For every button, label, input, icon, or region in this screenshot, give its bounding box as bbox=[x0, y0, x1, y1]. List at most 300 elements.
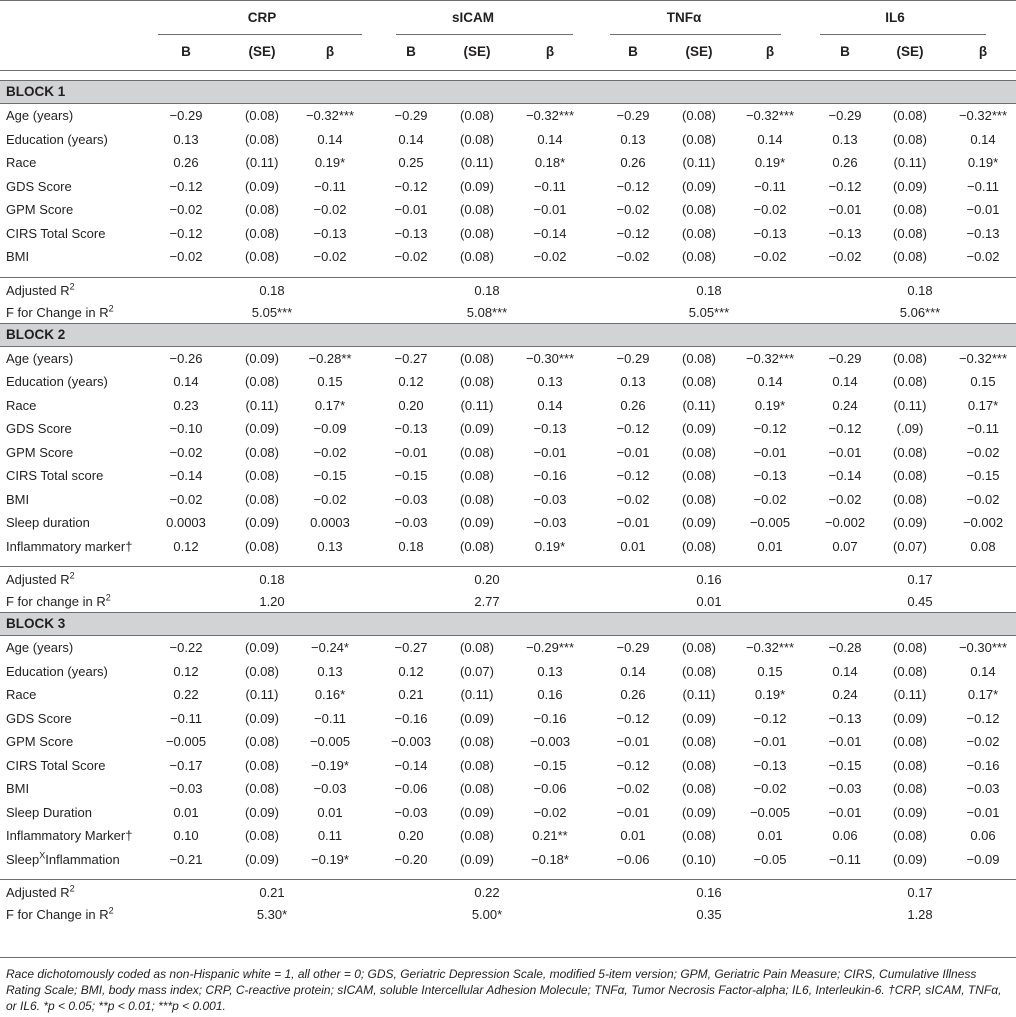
subheader-se: (SE) bbox=[896, 44, 924, 59]
table-cell: −0.11 bbox=[534, 178, 566, 194]
table-cell: −0.01 bbox=[828, 202, 862, 217]
block-band-rule bbox=[0, 80, 1016, 81]
stat-value: 0.18 bbox=[259, 572, 285, 587]
table-cell: 0.25 bbox=[398, 155, 424, 170]
table-cell: (0.08) bbox=[460, 538, 494, 554]
block-header-band bbox=[0, 80, 1016, 103]
stat-value: 1.20 bbox=[259, 594, 285, 609]
stat-label: Adjusted $R^2$ bbox=[6, 570, 75, 587]
row-label: Age (years) bbox=[6, 350, 74, 366]
table-cell: (0.08) bbox=[893, 225, 927, 241]
table-cell: 0.13 bbox=[620, 374, 646, 389]
table-cell: 0.12 bbox=[398, 374, 424, 389]
table-cell: −0.13 bbox=[313, 225, 347, 241]
table-cell: −0.003 bbox=[529, 734, 571, 749]
table-cell: −0.002 bbox=[824, 515, 866, 530]
row-label: Race bbox=[6, 397, 37, 413]
table-cell: (0.09) bbox=[682, 421, 716, 436]
table-cell: 0.24 bbox=[832, 397, 858, 413]
table-cell: −0.03 bbox=[533, 491, 567, 507]
group-underline bbox=[610, 34, 781, 35]
table-cell: (0.08) bbox=[893, 444, 927, 460]
table-cell: −0.03 bbox=[394, 515, 428, 530]
stat-value: 0.18 bbox=[259, 282, 285, 298]
table-cell: 0.18 bbox=[398, 538, 424, 554]
table-cell: −0.03 bbox=[169, 781, 203, 796]
table-cell: 0.19* bbox=[754, 155, 786, 170]
table-cell: (0.09) bbox=[245, 350, 279, 366]
table-cell: −0.002 bbox=[962, 515, 1004, 530]
table-cell: −0.01 bbox=[753, 734, 787, 749]
stat-value: 5.06*** bbox=[899, 304, 941, 320]
block-band-rule bbox=[0, 635, 1016, 636]
stat-value: 0.01 bbox=[696, 594, 722, 609]
table-cell: −0.02 bbox=[616, 781, 650, 796]
subheader-b: B bbox=[406, 44, 416, 59]
column-group-tnf: TNFα bbox=[666, 10, 702, 25]
stat-value: 5.05*** bbox=[688, 304, 730, 320]
table-cell: −0.12 bbox=[169, 225, 203, 241]
table-cell: −0.02 bbox=[169, 444, 203, 460]
stat-label: F for change in $R^2$ bbox=[6, 592, 111, 609]
row-label: Inflammatory marker† bbox=[6, 538, 133, 554]
table-cell: (0.11) bbox=[682, 687, 716, 702]
table-cell: 0.19* bbox=[967, 155, 999, 170]
table-cell: 0.14 bbox=[757, 131, 783, 147]
block-band-rule bbox=[0, 612, 1016, 613]
stat-value: 0.17 bbox=[907, 885, 933, 900]
table-cell: −0.02 bbox=[616, 202, 650, 217]
stats-rule bbox=[0, 566, 1016, 567]
table-cell: (0.08) bbox=[893, 640, 927, 655]
table-cell: (0.11) bbox=[245, 155, 279, 170]
table-cell: (0.08) bbox=[460, 374, 494, 389]
table-cell: (0.08) bbox=[682, 468, 716, 483]
subheader-b: B bbox=[181, 44, 191, 59]
table-cell: −0.13 bbox=[828, 225, 862, 241]
table-cell: (0.11) bbox=[460, 687, 494, 702]
table-cell: 0.26 bbox=[620, 397, 646, 413]
table-cell: −0.16 bbox=[966, 757, 1000, 773]
table-cell: (0.11) bbox=[245, 397, 279, 413]
table-cell: −0.16 bbox=[394, 710, 428, 726]
column-group-crp: CRP bbox=[247, 10, 277, 25]
stat-value: 0.20 bbox=[474, 572, 500, 587]
table-cell: −0.01 bbox=[616, 804, 650, 820]
column-group-sicam: sICAM bbox=[451, 10, 495, 25]
table-cell: (0.11) bbox=[460, 155, 494, 170]
table-cell: (0.08) bbox=[460, 468, 494, 483]
table-cell: −0.02 bbox=[966, 491, 1000, 507]
table-cell: (0.09) bbox=[893, 178, 927, 194]
table-cell: (0.08) bbox=[682, 374, 716, 389]
stat-label: F for Change in $R^2$ bbox=[6, 303, 114, 320]
stat-value: 0.35 bbox=[696, 907, 722, 922]
table-cell: −0.02 bbox=[313, 202, 347, 217]
table-cell: (0.08) bbox=[682, 491, 716, 507]
table-cell: −0.03 bbox=[966, 781, 1000, 796]
table-cell: (0.11) bbox=[460, 397, 494, 413]
table-cell: (0.08) bbox=[460, 640, 494, 655]
table-cell: −0.03 bbox=[533, 515, 567, 530]
stat-value: 0.16 bbox=[696, 885, 722, 900]
table-cell: −0.01 bbox=[616, 734, 650, 749]
row-label: Sleep duration bbox=[6, 515, 90, 530]
table-cell: −0.003 bbox=[390, 734, 432, 749]
table-cell: (0.08) bbox=[893, 734, 927, 749]
table-cell: (0.08) bbox=[682, 202, 716, 217]
table-cell: (0.11) bbox=[893, 687, 927, 702]
table-cell: −0.02 bbox=[169, 249, 203, 264]
block-header-band bbox=[0, 612, 1016, 635]
table-cell: −0.12 bbox=[616, 178, 650, 194]
table-cell: −0.24* bbox=[311, 640, 349, 655]
table-cell: (0.09) bbox=[245, 515, 279, 530]
row-label: GPM Score bbox=[6, 444, 74, 460]
table-cell: 0.19* bbox=[534, 538, 566, 554]
table-cell: 0.19* bbox=[314, 155, 346, 170]
table-cell: 0.24 bbox=[832, 687, 858, 702]
stat-value: 1.28 bbox=[907, 907, 933, 922]
table-cell: (0.08) bbox=[893, 374, 927, 389]
table-cell: −0.01 bbox=[828, 444, 862, 460]
table-cell: −0.16 bbox=[533, 468, 567, 483]
table-cell: −0.01 bbox=[753, 444, 787, 460]
block-band-rule bbox=[0, 103, 1016, 104]
table-cell: −0.02 bbox=[169, 202, 203, 217]
table-cell: (0.08) bbox=[245, 374, 279, 389]
table-cell: −0.02 bbox=[753, 202, 787, 217]
table-cell: (0.08) bbox=[460, 131, 494, 147]
table-cell: −0.02 bbox=[313, 491, 347, 507]
table-cell: −0.13 bbox=[753, 225, 787, 241]
table-cell: (0.08) bbox=[893, 202, 927, 217]
row-label: CIRS Total score bbox=[6, 468, 104, 483]
table-cell: −0.02 bbox=[966, 444, 1000, 460]
table-cell: −0.32*** bbox=[525, 108, 575, 123]
table-cell: (0.11) bbox=[893, 397, 927, 413]
table-cell: −0.02 bbox=[533, 804, 567, 820]
table-cell: −0.29 bbox=[616, 640, 650, 655]
table-cell: (0.11) bbox=[245, 687, 279, 702]
table-cell: (0.08) bbox=[682, 828, 716, 843]
group-underline bbox=[396, 34, 573, 35]
group-underline bbox=[158, 34, 362, 35]
row-label: Race bbox=[6, 155, 37, 170]
table-cell: −0.15 bbox=[966, 468, 1000, 483]
table-cell: −0.01 bbox=[828, 734, 862, 749]
table-cell: −0.01 bbox=[828, 804, 862, 820]
table-cell: −0.15 bbox=[394, 468, 428, 483]
table-cell: 0.17* bbox=[314, 397, 346, 413]
table-cell: (0.08) bbox=[460, 249, 494, 264]
stat-value: 0.21 bbox=[259, 885, 285, 900]
table-cell: (0.09) bbox=[460, 851, 494, 867]
table-cell: −0.12 bbox=[828, 178, 862, 194]
row-label: Age (years) bbox=[6, 640, 74, 655]
table-cell: −0.15 bbox=[313, 468, 347, 483]
table-cell: (0.08) bbox=[245, 249, 279, 264]
row-label: CIRS Total Score bbox=[6, 757, 106, 773]
table-cell: −0.03 bbox=[394, 804, 428, 820]
table-cell: −0.30*** bbox=[525, 350, 575, 366]
table-cell: (0.08) bbox=[245, 131, 279, 147]
block-title: BLOCK 2 bbox=[6, 326, 66, 342]
table-cell: (0.09) bbox=[893, 804, 927, 820]
stat-value: 0.45 bbox=[907, 594, 933, 609]
table-cell: (0.09) bbox=[682, 515, 716, 530]
table-cell: (0.08) bbox=[460, 781, 494, 796]
table-cell: −0.12 bbox=[828, 421, 862, 436]
table-cell: (0.08) bbox=[893, 757, 927, 773]
table-cell: −0.06 bbox=[533, 781, 567, 796]
table-cell: −0.005 bbox=[749, 804, 791, 820]
table-cell: −0.02 bbox=[753, 249, 787, 264]
table-cell: (0.08) bbox=[245, 663, 279, 679]
table-cell: −0.27 bbox=[394, 350, 428, 366]
table-cell: (0.08) bbox=[245, 202, 279, 217]
table-cell: (0.09) bbox=[460, 515, 494, 530]
header-bottom-rule bbox=[0, 70, 1016, 71]
table-cell: −0.32*** bbox=[745, 108, 795, 123]
table-cell: −0.005 bbox=[749, 515, 791, 530]
table-cell: (0.08) bbox=[893, 828, 927, 843]
table-cell: (0.08) bbox=[893, 350, 927, 366]
table-cell: 0.14 bbox=[970, 131, 996, 147]
subheader-se: (SE) bbox=[463, 44, 491, 59]
table-cell: (0.08) bbox=[460, 225, 494, 241]
stat-value: 2.77 bbox=[474, 594, 500, 609]
table-cell: 0.06 bbox=[970, 828, 996, 843]
stat-value: 0.16 bbox=[696, 572, 722, 587]
table-cell: −0.01 bbox=[394, 202, 428, 217]
table-cell: (0.08) bbox=[682, 640, 716, 655]
table-cell: (0.08) bbox=[460, 350, 494, 366]
stats-rule bbox=[0, 277, 1016, 278]
table-cell: 0.01 bbox=[317, 804, 343, 820]
table-cell: −0.21 bbox=[169, 851, 203, 867]
table-cell: −0.15 bbox=[533, 757, 567, 773]
stat-value: 0.18 bbox=[474, 282, 500, 298]
table-cell: 0.14 bbox=[832, 374, 858, 389]
table-cell: (0.08) bbox=[682, 781, 716, 796]
row-label: Education (years) bbox=[6, 663, 108, 679]
table-cell: −0.12 bbox=[616, 421, 650, 436]
table-cell: (0.08) bbox=[460, 734, 494, 749]
row-label: Education (years) bbox=[6, 131, 108, 147]
table-cell: −0.28** bbox=[308, 350, 352, 366]
table-cell: 0.13 bbox=[537, 374, 563, 389]
table-cell: (0.08) bbox=[460, 444, 494, 460]
table-cell: −0.01 bbox=[966, 202, 1000, 217]
table-cell: −0.17 bbox=[169, 757, 203, 773]
stat-value: 5.30* bbox=[256, 907, 288, 922]
table-cell: 0.06 bbox=[832, 828, 858, 843]
stat-value: 5.00* bbox=[471, 907, 503, 922]
table-cell: (0.08) bbox=[893, 468, 927, 483]
row-label: GDS Score bbox=[6, 178, 72, 194]
table-cell: 0.17* bbox=[967, 687, 999, 702]
block-band-rule bbox=[0, 346, 1016, 347]
table-cell: −0.10 bbox=[169, 421, 203, 436]
table-cell: −0.05 bbox=[753, 851, 787, 867]
table-cell: 0.12 bbox=[173, 663, 199, 679]
table-cell: −0.28 bbox=[828, 640, 862, 655]
table-cell: 0.26 bbox=[620, 687, 646, 702]
table-cell: −0.14 bbox=[169, 468, 203, 483]
subheader-beta: β bbox=[545, 44, 555, 59]
row-label: BMI bbox=[6, 781, 30, 796]
table-cell: −0.32*** bbox=[305, 108, 355, 123]
table-bottom-rule bbox=[0, 957, 1016, 958]
table-cell: 0.10 bbox=[173, 828, 199, 843]
table-cell: −0.06 bbox=[394, 781, 428, 796]
table-footnote: Race dichotomously coded as non-Hispanic white = 1, all other = 0; GDS, Geriatric Depression Scale, modified 5-item version; GPM, Geriatric Pain Measure; CIRS, Cumulative Illness Rating Scale; BMI, body mass index; CRP, C-reactive protein; sICAM, soluble Intercellular Adhesion Molecule; TNFα, Tumor Necrosis Factor-alpha; IL6, Interleukin-6. †CRP, sICAM, TNFα, or IL6. *p < 0.05; **p < 0.01; ***p < 0.001. bbox=[6, 967, 1002, 1013]
subheader-b: B bbox=[628, 44, 638, 59]
table-cell: −0.12 bbox=[616, 710, 650, 726]
table-cell: (0.08) bbox=[682, 757, 716, 773]
table-cell: −0.32*** bbox=[958, 108, 1008, 123]
table-cell: −0.12 bbox=[616, 468, 650, 483]
table-cell: (0.08) bbox=[682, 734, 716, 749]
table-cell: −0.005 bbox=[165, 734, 207, 749]
table-cell: −0.27 bbox=[394, 640, 428, 655]
row-label: Education (years) bbox=[6, 374, 108, 389]
table-cell: −0.11 bbox=[754, 178, 786, 194]
table-cell: −0.29 bbox=[828, 350, 862, 366]
table-cell: −0.12 bbox=[753, 710, 787, 726]
table-cell: −0.01 bbox=[533, 202, 567, 217]
table-cell: (0.08) bbox=[245, 538, 279, 554]
table-cell: (0.11) bbox=[893, 155, 927, 170]
stat-value: 0.22 bbox=[474, 885, 500, 900]
table-cell: −0.02 bbox=[966, 249, 1000, 264]
table-cell: −0.02 bbox=[533, 249, 567, 264]
row-label: Race bbox=[6, 687, 37, 702]
table-cell: 0.17* bbox=[967, 397, 999, 413]
table-cell: 0.16 bbox=[537, 687, 563, 702]
table-cell: 0.13 bbox=[832, 131, 858, 147]
table-cell: 0.16* bbox=[314, 687, 346, 702]
table-cell: −0.13 bbox=[966, 225, 1000, 241]
table-cell: −0.13 bbox=[753, 757, 787, 773]
table-cell: (0.08) bbox=[460, 491, 494, 507]
row-label: Sleep Duration bbox=[6, 804, 92, 820]
table-cell: −0.02 bbox=[753, 491, 787, 507]
table-cell: −0.22 bbox=[169, 640, 203, 655]
table-cell: −0.01 bbox=[533, 444, 567, 460]
table-cell: (0.09) bbox=[682, 804, 716, 820]
table-cell: −0.14 bbox=[533, 225, 567, 241]
table-cell: (0.09) bbox=[893, 851, 927, 867]
table-cell: (0.08) bbox=[245, 734, 279, 749]
table-cell: 0.23 bbox=[173, 397, 199, 413]
table-cell: (0.09) bbox=[460, 421, 494, 436]
table-cell: 0.15 bbox=[970, 374, 996, 389]
table-cell: (0.09) bbox=[682, 710, 716, 726]
table-cell: 0.12 bbox=[173, 538, 199, 554]
table-cell: (0.09) bbox=[893, 515, 927, 530]
table-cell: −0.26 bbox=[169, 350, 203, 366]
row-label: CIRS Total Score bbox=[6, 225, 106, 241]
table-cell: −0.32*** bbox=[958, 350, 1008, 366]
table-cell: −0.09 bbox=[313, 421, 347, 436]
table-cell: (0.10) bbox=[682, 851, 716, 867]
table-cell: (0.08) bbox=[245, 108, 279, 123]
table-cell: −0.02 bbox=[828, 491, 862, 507]
table-cell: (0.08) bbox=[245, 468, 279, 483]
table-cell: (0.09) bbox=[245, 421, 279, 436]
table-cell: −0.02 bbox=[753, 781, 787, 796]
block-title: BLOCK 3 bbox=[6, 616, 66, 631]
table-cell: 0.01 bbox=[620, 538, 646, 554]
table-cell: 0.01 bbox=[620, 828, 646, 843]
table-cell: −0.11 bbox=[967, 178, 999, 194]
table-cell: 0.26 bbox=[620, 155, 646, 170]
table-cell: (0.08) bbox=[893, 781, 927, 796]
table-cell: 0.01 bbox=[757, 538, 783, 554]
table-cell: −0.11 bbox=[829, 851, 861, 867]
subheader-se: (SE) bbox=[248, 44, 276, 59]
table-cell: (0.08) bbox=[893, 131, 927, 147]
table-cell: −0.29 bbox=[616, 108, 650, 123]
block-title: BLOCK 1 bbox=[6, 84, 66, 99]
table-cell: (0.09) bbox=[245, 640, 279, 655]
table-cell: 0.22 bbox=[173, 687, 199, 702]
table-cell: 0.13 bbox=[317, 538, 343, 554]
table-cell: (0.08) bbox=[893, 491, 927, 507]
row-label: BMI bbox=[6, 491, 30, 507]
table-cell: 0.19* bbox=[754, 397, 786, 413]
table-cell: (0.08) bbox=[682, 444, 716, 460]
row-label: GDS Score bbox=[6, 710, 72, 726]
table-cell: (0.08) bbox=[245, 491, 279, 507]
table-cell: 0.13 bbox=[173, 131, 199, 147]
stat-label: Adjusted $R^2$ bbox=[6, 281, 75, 298]
table-cell: (0.11) bbox=[682, 155, 716, 170]
table-cell: 0.13 bbox=[620, 131, 646, 147]
row-label: Age (years) bbox=[6, 108, 74, 123]
stats-rule bbox=[0, 879, 1016, 880]
table-cell: −0.06 bbox=[616, 851, 650, 867]
table-cell: (0.09) bbox=[682, 178, 716, 194]
table-cell: 0.14 bbox=[620, 663, 646, 679]
subheader-b: B bbox=[840, 44, 850, 59]
table-cell: 0.20 bbox=[398, 828, 424, 843]
table-cell: −0.11 bbox=[170, 710, 202, 726]
table-cell: (0.08) bbox=[682, 538, 716, 554]
table-cell: 0.14 bbox=[970, 663, 996, 679]
subheader-beta: β bbox=[978, 44, 988, 59]
group-underline bbox=[820, 34, 986, 35]
table-cell: (0.09) bbox=[893, 710, 927, 726]
table-cell: −0.15 bbox=[828, 757, 862, 773]
table-cell: −0.32*** bbox=[745, 640, 795, 655]
table-cell: −0.16 bbox=[533, 710, 567, 726]
table-cell: 0.14 bbox=[173, 374, 199, 389]
table-cell: −0.03 bbox=[313, 781, 347, 796]
table-cell: −0.12 bbox=[169, 178, 203, 194]
table-cell: 0.26 bbox=[173, 155, 199, 170]
stat-label: F for Change in $R^2$ bbox=[6, 905, 114, 922]
table-cell: −0.11 bbox=[314, 178, 346, 194]
table-cell: 0.07 bbox=[832, 538, 858, 554]
table-cell: 0.12 bbox=[398, 663, 424, 679]
table-cell: (0.09) bbox=[245, 710, 279, 726]
table-cell: (0.08) bbox=[682, 249, 716, 264]
table-cell: (0.08) bbox=[245, 444, 279, 460]
table-cell: 0.08 bbox=[970, 538, 996, 554]
